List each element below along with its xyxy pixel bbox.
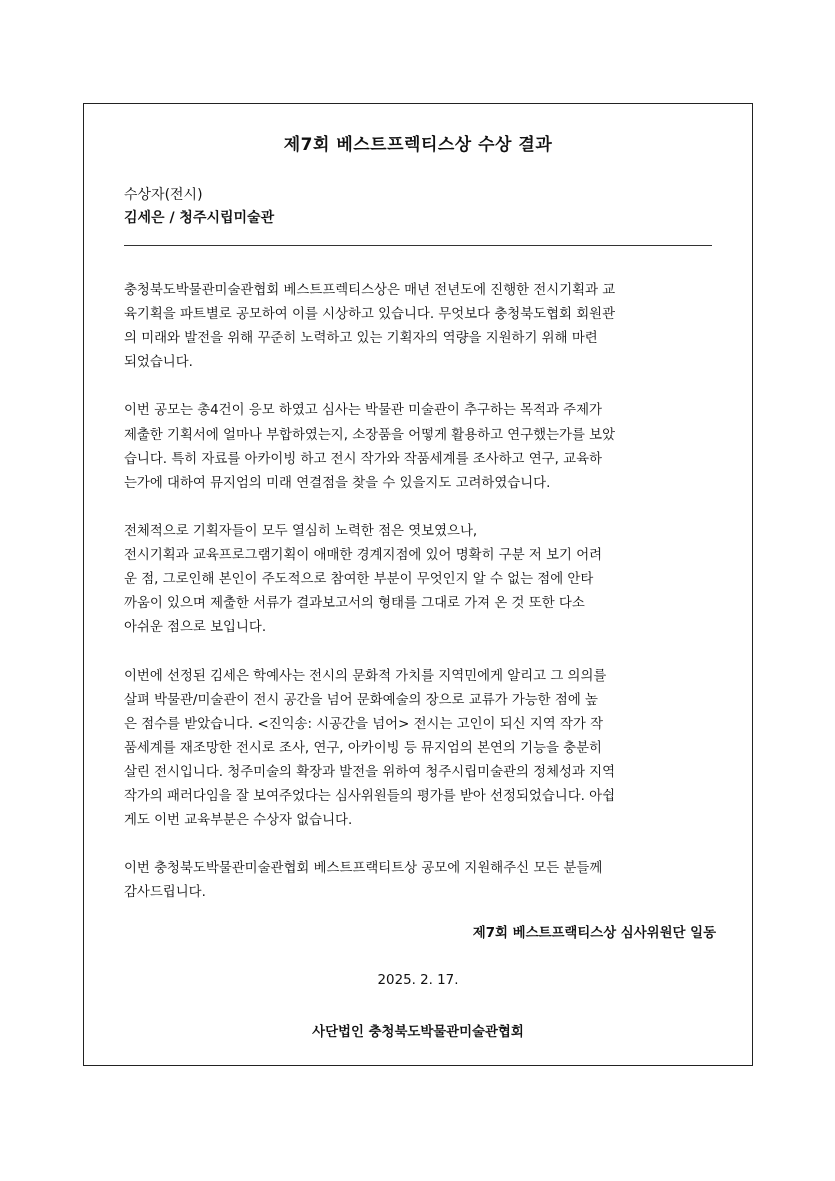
text-line: 제출한 기획서에 얼마나 부합하였는지, 소장품을 어떻게 활용하고 연구했는가를 보았 (124, 427, 616, 443)
text-line: 전시기획과 교육프로그램기획이 애매한 경계지점에 있어 명확히 구분 저 보기 어려 (124, 548, 603, 564)
text-line: 육기획을 파트별로 공모하여 이를 시상하고 있습니다. 무엇보다 충청북도협회 회원관 (124, 307, 616, 323)
paragraph-intro (124, 279, 716, 375)
winner-category-label: 수상자(전시) (124, 187, 203, 203)
text-line: 이번 공모는 총4건이 응모 하였고 심사는 박물관 미술관이 추구하는 목적과 주제가 (124, 403, 602, 419)
paragraph-thanks (124, 857, 716, 905)
text-line: 작가의 패러다임을 잘 보여주었다는 심사위원들의 평가를 받아 선정되었습니다. 아쉽 (124, 788, 616, 804)
text-line: 는가에 대하여 뮤지엄의 미래 연결점을 찾을 수 있을지도 고려하였습니다. (124, 475, 551, 491)
text-line: 까움이 있으며 제출한 서류가 결과보고서의 형태를 그대로 가져 온 것 또한 다소 (124, 596, 585, 612)
paragraph-overall (124, 520, 716, 640)
text-line: 전체적으로 기획자들이 모두 열심히 노력한 점은 엿보였으나, (124, 523, 478, 539)
text-line: 게도 이번 교육부분은 수상자 없습니다. (124, 813, 353, 829)
text-line: 운 점, 그로인해 본인이 주도적으로 참여한 부분이 무엇인지 알 수 없는 점에 안타 (124, 572, 594, 588)
text-line: 품세계를 재조망한 전시로 조사, 연구, 아카이빙 등 뮤지엄의 본연의 기능을 충분히 (124, 740, 602, 756)
paragraph-review (124, 399, 716, 495)
organization-name: 사단법인 충청북도박물관미술관협회 (312, 1025, 524, 1040)
text-line: 은 점수를 받았습니다. <진익송: 시공간을 넘어> 전시는 고인이 되신 지역 작가 작 (124, 716, 604, 732)
text-line: 의 미래와 발전을 위해 꾸준히 노력하고 있는 기획자의 역량을 지원하기 위해 마련 (124, 331, 598, 347)
divider-line (124, 245, 712, 246)
winner-name: 김세은 / 청주시립미술관 (124, 210, 275, 226)
text-line: 습니다. 특히 자료를 아카이빙 하고 전시 작가와 작품세계를 조사하고 연구, 교육하 (124, 451, 602, 467)
text-line: 감사드립니다. (124, 885, 206, 901)
text-line: 아쉬운 점으로 보입니다. (124, 620, 267, 636)
text-line: 되었습니다. (124, 355, 193, 371)
text-line: 살펴 박물관/미술관이 전시 공간을 넘어 문화예술의 장으로 교류가 가능한 점에 높 (124, 692, 598, 708)
document-body (124, 279, 716, 905)
document-date: 2025. 2. 17. (377, 973, 459, 988)
text-line: 살린 전시입니다. 청주미술의 확장과 발전을 위하여 청주시립미술관의 정체성과 지역 (124, 764, 616, 780)
paragraph-selection (124, 665, 716, 834)
document-title: 제7회 베스트프렉티스상 수상 결과 (283, 135, 553, 155)
text-line: 이번에 선정된 김세은 학예사는 전시의 문화적 가치를 지역민에게 알리고 그 의의를 (124, 668, 607, 684)
signature-line: 제7회 베스트프랙티스상 심사위원단 일동 (472, 926, 716, 941)
text-line: 이번 충청북도박물관미술관협회 베스트프랙티트상 공모에 지원해주신 모든 분들께 (124, 861, 603, 877)
document-frame (83, 103, 753, 1066)
text-line: 충청북도박물관미술관협회 베스트프렉티스상은 매년 전년도에 진행한 전시기획과 교 (124, 283, 616, 298)
